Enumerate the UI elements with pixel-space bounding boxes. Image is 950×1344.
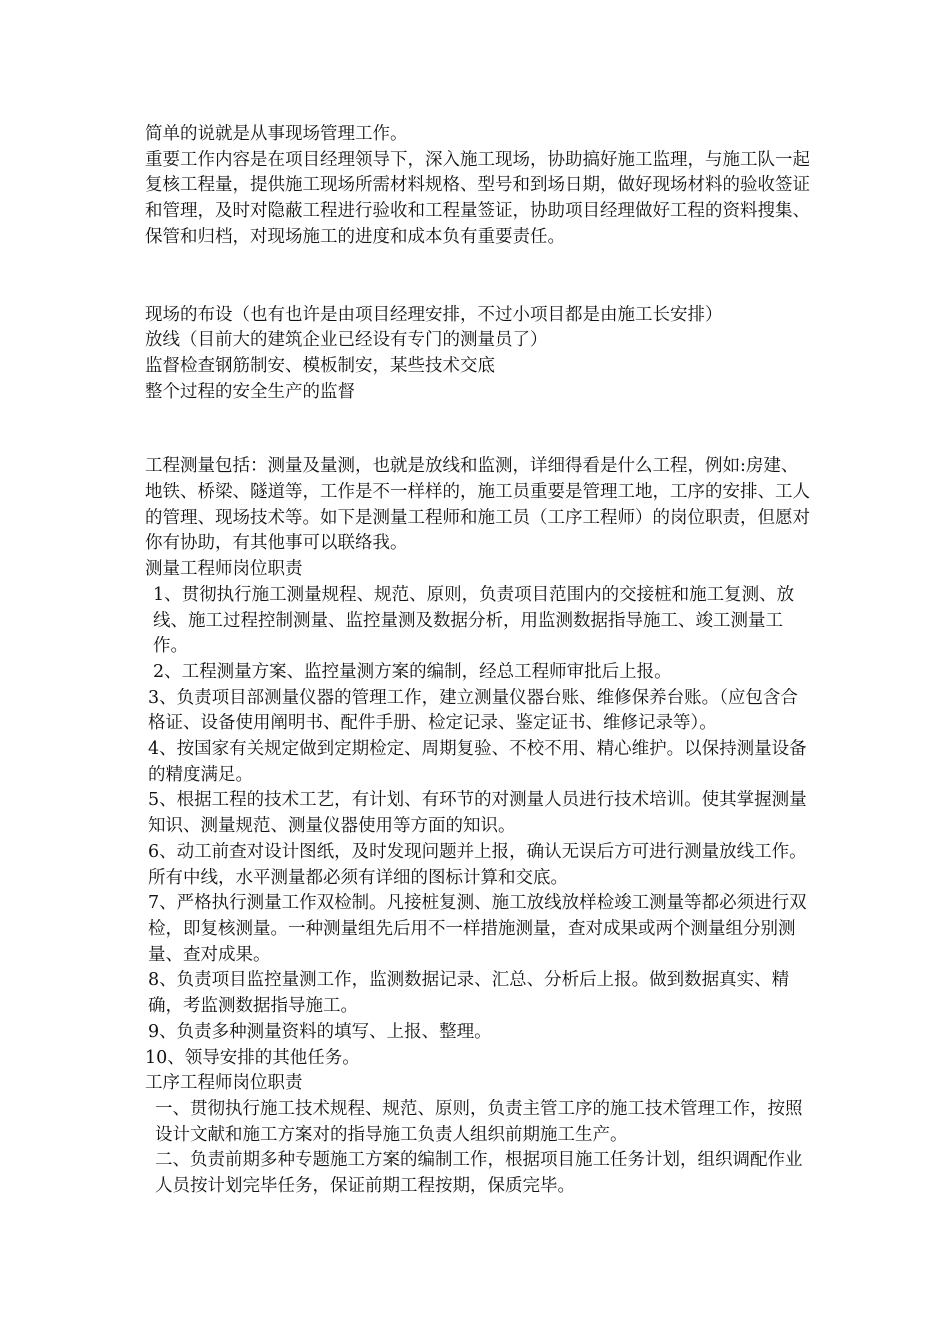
intro-paragraph: 重要工作内容是在项目经理领导下，深入施工现场，协助搞好施工监理，与施工队一起复核工程量，提供施工现场所需材料规格、型号和到场日期，做好现场材料的验收签证和管理，及时对隐蔽工程进行验收和工程量签证，协助项目经理做好工程的资料搜集、保管和归档，对现场施工的进度和成本负有重要责任。 xyxy=(145,149,810,247)
process-engineer-heading: 工序工程师岗位职责 xyxy=(145,1073,303,1094)
duty-item: 9、负责多种测量资料的填写、上报、整理。 xyxy=(148,1021,492,1042)
duty-item: 5、根据工程的技术工艺，有计划、有环节的对测量人员进行技术培训。使其掌握测量知识、测量规范、测量仪器使用等方面的知识。 xyxy=(148,790,807,837)
spacer xyxy=(145,405,810,454)
task-item: 放线（目前大的建筑企业已经设有专门的测量员了） xyxy=(145,330,548,351)
duty-item: 8、负责项目监控量测工作，监测数据记录、汇总、分析后上报。做到数据真实、精确，考监测数据指导施工。 xyxy=(148,970,790,1017)
duty-item: 一、贯彻执行施工技术规程、规范、原则，负责主管工序的施工技术管理工作，按照设计文献和施工方案对的指导施工负责人组织前期施工生产。 xyxy=(155,1098,803,1145)
duty-item: 10、领导安排的其他任务。 xyxy=(145,1047,360,1068)
duty-item: 二、负责前期多种专题施工方案的编制工作，根据项目施工任务计划，组织调配作业人员按计划完毕任务，保证前期工程按期，保质完毕。 xyxy=(155,1150,803,1197)
task-item: 现场的布设（也有也许是由项目经理安排，不过小项目都是由施工长安排） xyxy=(145,304,723,325)
duty-item: 7、严格执行测量工作双检制。凡接桩复测、施工放线放样检竣工测量等都必须进行双检，即复核测量。一种测量组先后用不一样措施测量，查对成果或两个测量组分别测量、查对成果。 xyxy=(148,893,807,965)
duty-item: 6、动工前查对设计图纸，及时发现问题并上报，确认无误后方可进行测量放线工作。所有中线，水平测量都必须有详细的图标计算和交底。 xyxy=(148,841,807,888)
intro-line-1: 简单的说就是从事现场管理工作。 xyxy=(145,124,408,144)
duty-item: 2、工程测量方案、监控量测方案的编制，经总工程师审批后上报。 xyxy=(153,661,672,682)
spacer xyxy=(145,251,810,303)
duty-item: 4、按国家有关规定做到定期检定、周期复验、不校不用、精心维护。以保持测量设备的精度满足。 xyxy=(148,739,807,785)
task-item: 整个过程的安全生产的监督 xyxy=(145,381,355,402)
duty-item: 1、贯彻执行施工测量规程、规范、原则，负责项目范围内的交接桩和施工复测、放线、施工过程控制测量、监控量测及数据分析，用监测数据指导施工、竣工测量工作。 xyxy=(153,584,795,657)
survey-engineer-heading: 测量工程师岗位职责 xyxy=(145,559,303,580)
duty-item: 3、负责项目部测量仪器的管理工作，建立测量仪器台账、维修保养台账。（应包含合格证、设备使用阐明书、配件手册、检定记录、鉴定证书、维修记录等）。 xyxy=(148,687,798,734)
task-item: 监督检查钢筋制安、模板制安，某些技术交底 xyxy=(145,355,495,376)
survey-intro-paragraph: 工程测量包括：测量及量测，也就是放线和监测，详细得看是什么工程，例如:房建、地铁、桥梁、隧道等，工作是不一样样的，施工员重要是管理工地，工序的安排、工人的管理、现场技术等。如下是测量工程师和施工员（工序工程师）的岗位职责，但愿对你有协助，有其他事可以联络我。 xyxy=(145,456,810,554)
